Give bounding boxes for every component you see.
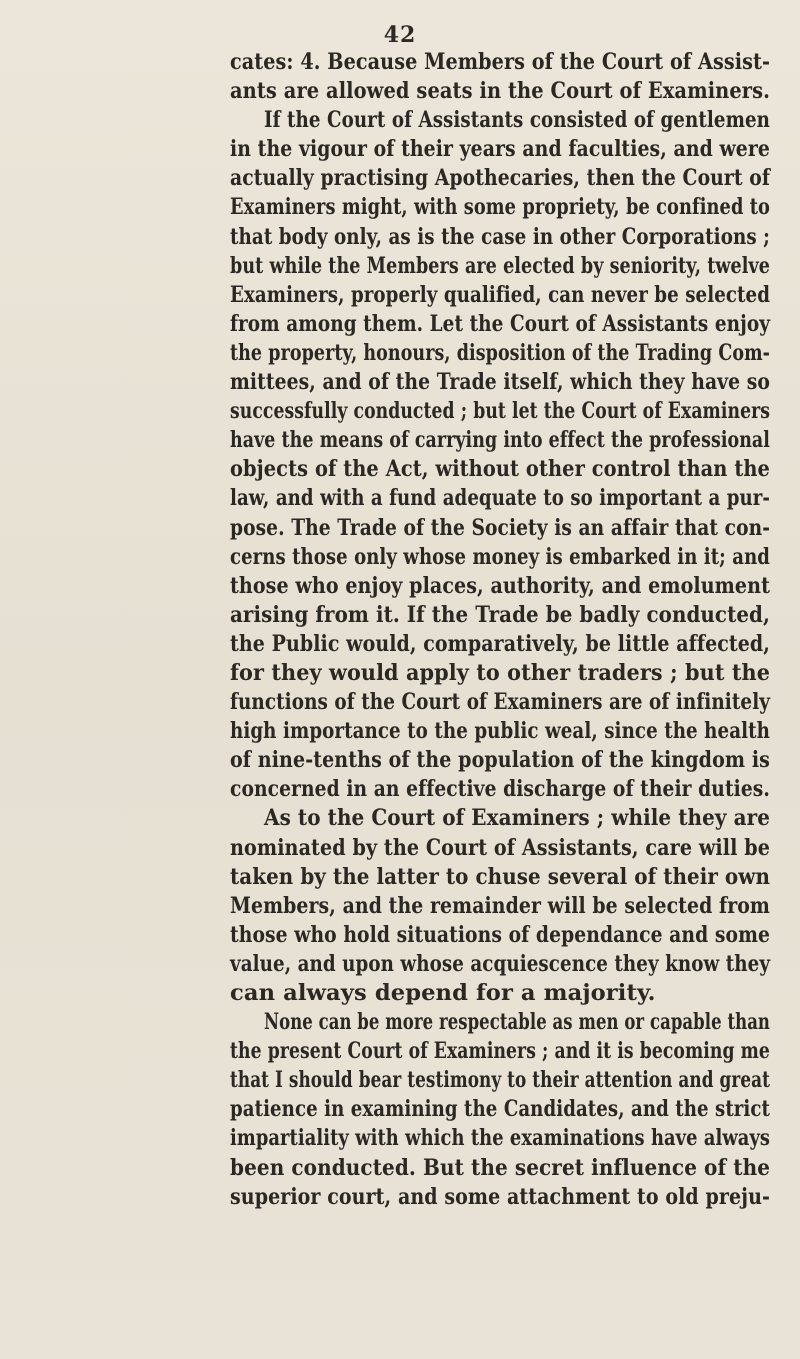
text-line: the Public would, comparatively, be little affected, (230, 630, 770, 657)
text-line: successfully conducted ; but let the Court of Examiners (230, 398, 771, 425)
text-line: for they would apply to other traders ; but the (230, 659, 771, 686)
text-line: that I should bear testimony to their attention and great (230, 1067, 771, 1094)
text-line: Examiners, properly qualified, can never be selected (230, 281, 771, 308)
text-line: concerned in an effective discharge of their duties. (230, 776, 770, 803)
text-line: taken by the latter to chuse several of their own (230, 863, 770, 890)
text-line: can always depend for a majority. (230, 980, 656, 1006)
text-line: objects of the Act, without other control than the (230, 456, 770, 483)
text-line: actually practising Apothecaries, then the Court of (230, 165, 770, 192)
text-line: have the means of carrying into effect the professional (230, 427, 770, 454)
text-line: If the Court of Assistants consisted of gentlemen (264, 107, 771, 134)
text-line: impartiality with which the examinations have always (230, 1125, 771, 1152)
text-line: superior court, and some attachment to old preju- (230, 1183, 771, 1210)
text-line: those who hold situations of dependance and some (230, 921, 771, 948)
text-line: been conducted. But the secret influence of the (230, 1154, 771, 1181)
text-line: from among them. Let the Court of Assistants enjoy (230, 310, 771, 337)
text-line: the present Court of Examiners ; and it is becoming me (230, 1038, 770, 1065)
text-line: patience in examining the Candidates, and the strict (230, 1096, 771, 1123)
text-line: of nine-tenths of the population of the kingdom is (230, 747, 770, 774)
text-line: Examiners might, with some propriety, be confined to (230, 194, 770, 221)
text-line: value, and upon whose acquiescence they know they (230, 950, 771, 977)
text-line: mittees, and of the Trade itself, which they have so (230, 369, 771, 396)
text-line: arising from it. If the Trade be badly conducted, (230, 601, 770, 628)
body-text (230, 48, 770, 1212)
text-line: nominated by the Court of Assistants, care will be (230, 834, 770, 861)
text-line: that body only, as is the case in other Corporations ; (230, 223, 771, 250)
text-line: those who enjoy places, authority, and emolument (230, 572, 770, 599)
text-line: high importance to the public weal, since the health (230, 718, 770, 745)
text-line: cerns those only whose money is embarked in it; and (230, 543, 770, 570)
text-line: None can be more respectable as men or capable than (264, 1009, 770, 1036)
text-line: the property, honours, disposition of the Trading Com- (230, 339, 770, 366)
text-line: law, and with a fund adequate to so important a pur- (230, 485, 770, 512)
text-line: functions of the Court of Examiners are of infinitely (230, 689, 771, 716)
text-line: pose. The Trade of the Society is an affair that con- (230, 514, 771, 541)
text-line: but while the Members are elected by seniority, twelve (230, 252, 770, 279)
text-line: As to the Court of Examiners ; while they are (264, 805, 771, 832)
page-number: 42 (383, 22, 417, 48)
text-line: ants are allowed seats in the Court of Examiners. (230, 78, 770, 105)
text-line: cates: 4. Because Members of the Court of Assist- (230, 49, 770, 75)
text-line: Members, and the remainder will be selected from (230, 892, 770, 919)
text-line: in the vigour of their years and faculties, and were (230, 136, 770, 163)
